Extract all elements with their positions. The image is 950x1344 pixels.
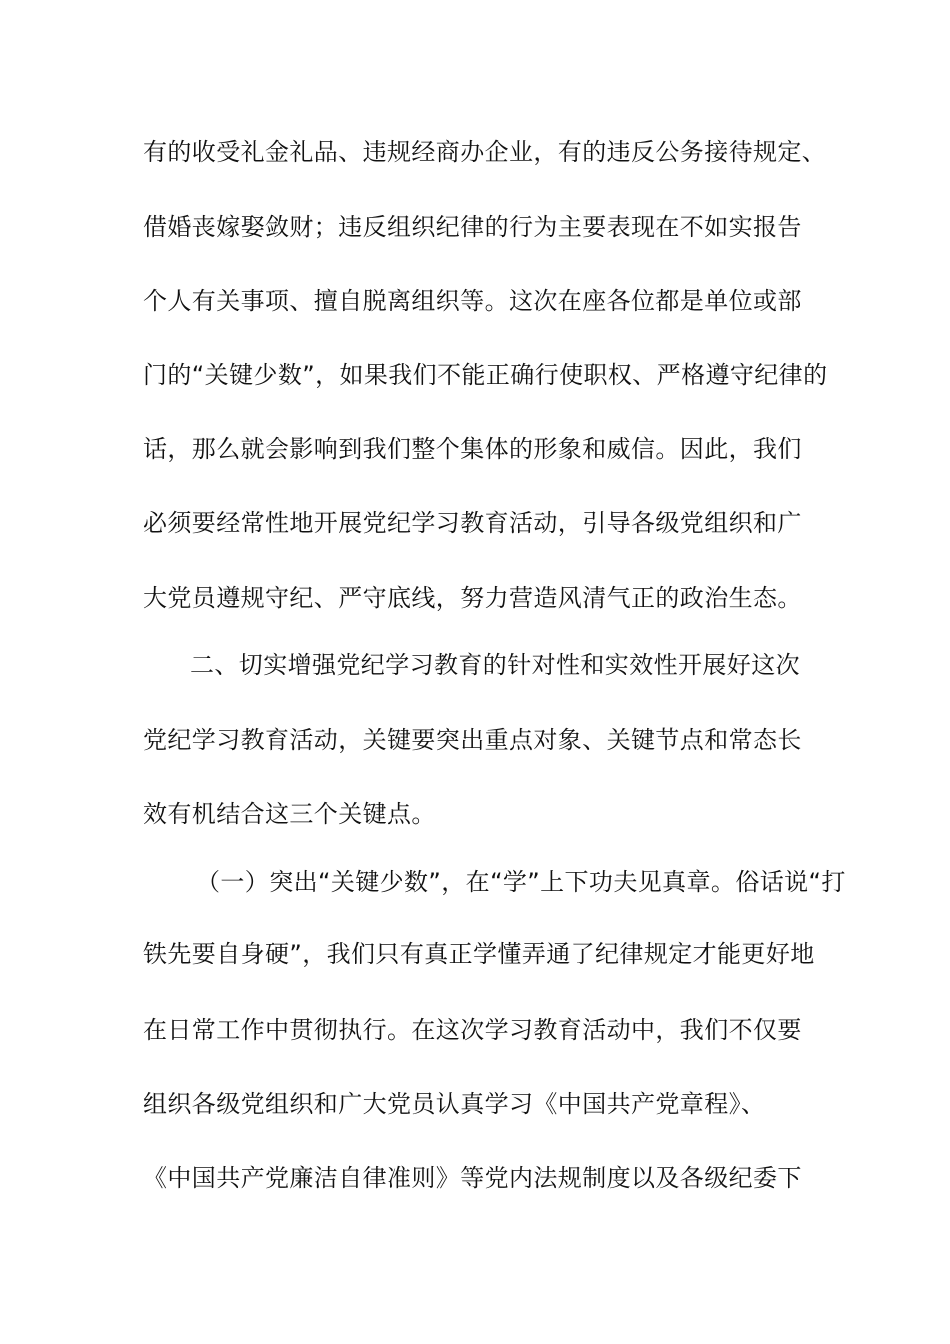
text-line: 铁先要自身硬”，我们只有真正学懂弄通了纪律规定才能更好地 [143,940,815,968]
text-line: 借婚丧嫁娶敛财；违反组织纪律的行为主要表现在不如实报告 [143,213,802,241]
text-line: 《中国共产党廉洁自律准则》等党内法规制度以及各级纪委下 [143,1164,802,1192]
text-line: 大党员遵规守纪、严守底线，努力营造风清气正的政治生态。 [143,584,802,612]
text-line: 党纪学习教育活动，关键要突出重点对象、关键节点和常态长 [143,726,802,754]
text-line: 有的收受礼金礼品、违规经商办企业，有的违反公务接待规定、 [143,138,827,166]
text-line: 话，那么就会影响到我们整个集体的形象和威信。因此，我们 [143,435,802,463]
text-line: 个人有关事项、擅自脱离组织等。这次在座各位都是单位或部 [143,287,802,315]
subsection-heading-line: （一）突出“关键少数”，在“学”上下功夫见真章。俗话说“打 [196,868,846,896]
text-line: 在日常工作中贯彻执行。在这次学习教育活动中，我们不仅要 [143,1016,802,1044]
text-line: 效有机结合这三个关键点。 [143,800,436,828]
text-line: 组织各级党组织和广大党员认真学习《中国共产党章程》、 [143,1090,766,1118]
text-line: 门的“关键少数”，如果我们不能正确行使职权、严格遵守纪律的 [143,361,828,389]
section-heading-line: 二、切实增强党纪学习教育的针对性和实效性开展好这次 [190,651,800,679]
text-line: 必须要经常性地开展党纪学习教育活动，引导各级党组织和广 [143,509,802,537]
